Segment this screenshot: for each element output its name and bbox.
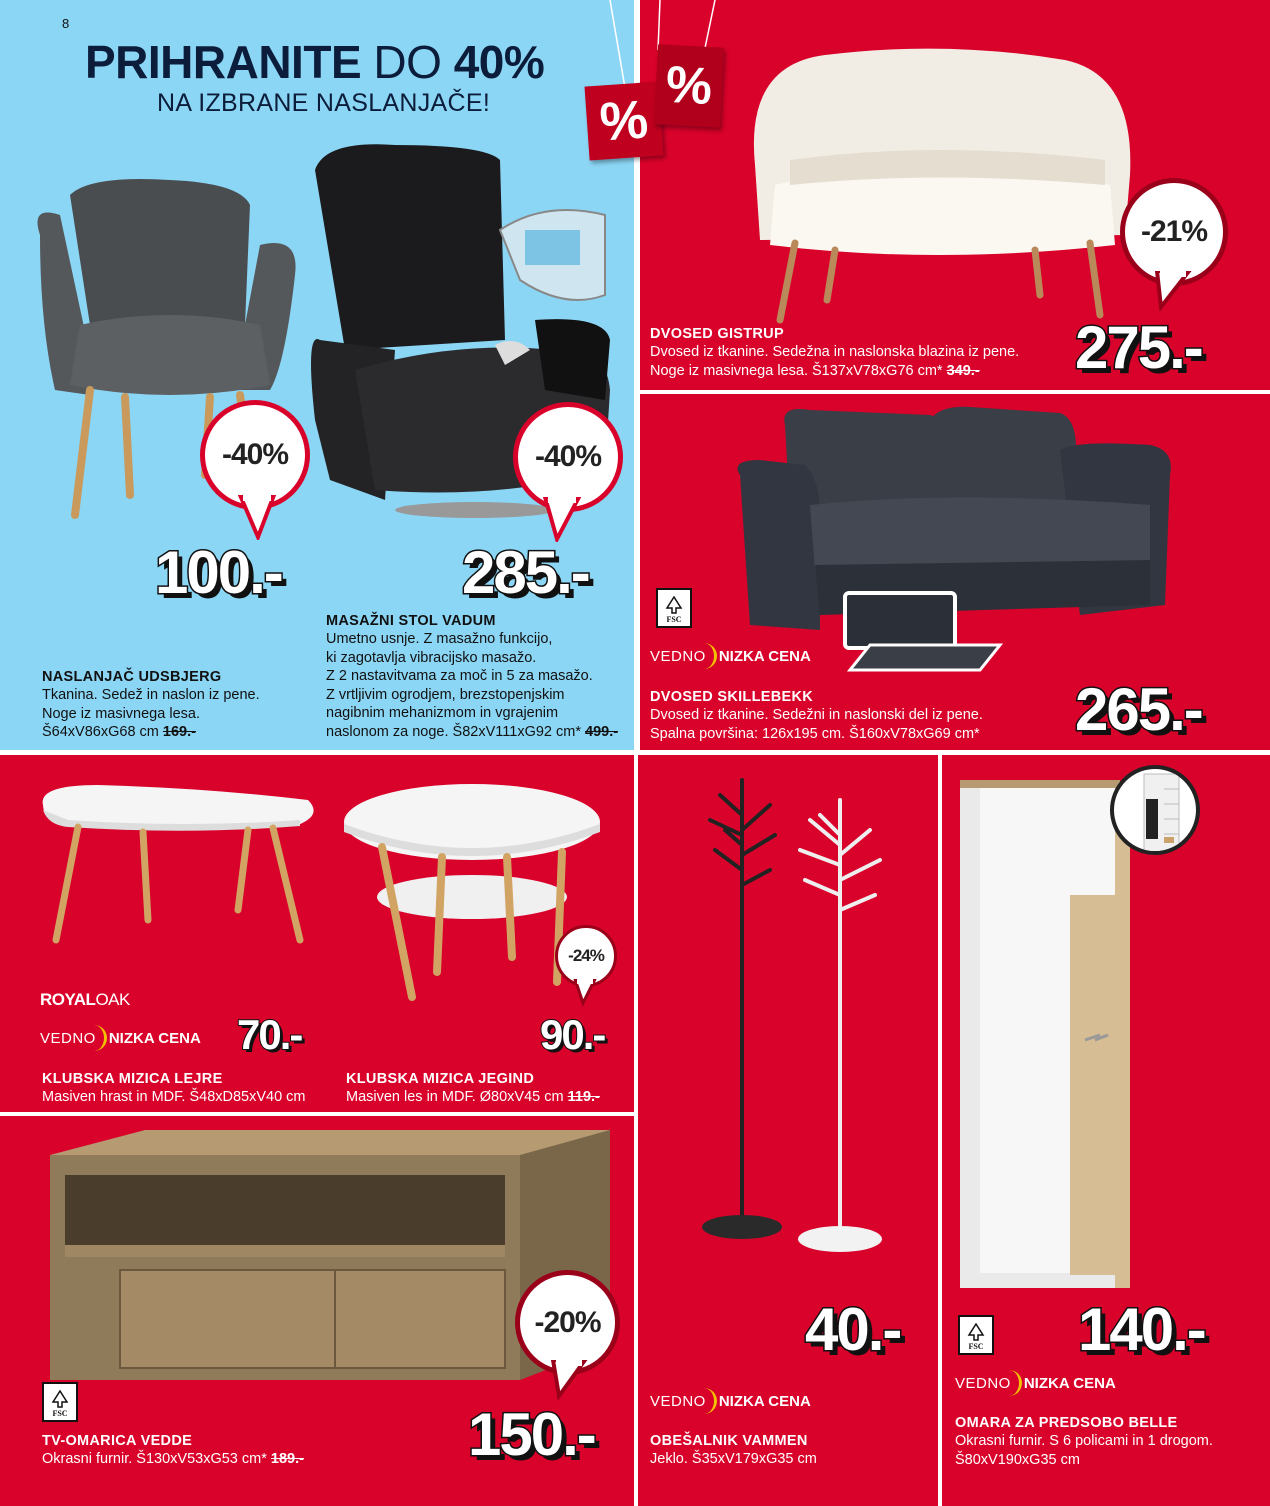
vedde-info bbox=[42, 1432, 402, 1469]
vedde-name: TV-OMARICA VEDDE bbox=[42, 1433, 193, 1449]
jegind-discount-badge: -24% bbox=[555, 925, 617, 987]
belle-desc-1: Okrasni furnir. S 6 policami in 1 drogom. bbox=[955, 1433, 1213, 1449]
vedno-arc-icon bbox=[700, 643, 717, 669]
vadum-price: 285.- bbox=[462, 539, 589, 606]
vadum-discount-badge: -40% bbox=[513, 402, 623, 512]
vedno-text: VEDNO bbox=[955, 1374, 1011, 1392]
lejre-price: 70.- bbox=[237, 1011, 302, 1058]
jegind-name: KLUBSKA MIZICA JEGIND bbox=[346, 1071, 535, 1087]
vammen-price: 40.- bbox=[805, 1296, 901, 1363]
gistrup-dims-line bbox=[650, 362, 1070, 381]
lejre-table-image bbox=[38, 780, 323, 950]
belle-wardrobe-image bbox=[960, 780, 1135, 1295]
vedde-discount-badge: -20% bbox=[515, 1270, 620, 1375]
vadum-desc-3: Z 2 nastavitvama za moč in 5 za masažo. bbox=[326, 668, 593, 684]
jegind-bubble-tail bbox=[573, 979, 598, 1007]
jegind-dims-line bbox=[346, 1088, 626, 1107]
skillebekk-name: DVOSED SKILLEBEKK bbox=[650, 689, 814, 705]
page-number: 8 bbox=[62, 16, 70, 31]
udsbjerg-discount-badge: -40% bbox=[200, 400, 310, 510]
jegind-info bbox=[346, 1070, 626, 1107]
skillebekk-vedno-nizka-cena bbox=[650, 643, 811, 669]
udsbjerg-dims-line bbox=[42, 723, 312, 742]
nizka-cena-text: NIZKA CENA bbox=[718, 647, 811, 665]
vadum-desc-4: Z vrtljivim ogrodjem, brezstopenjskim bbox=[326, 686, 565, 703]
gistrup-discount-badge: -21% bbox=[1120, 178, 1228, 286]
fsc-label: FSC bbox=[968, 1342, 984, 1351]
vedde-price: 150.- bbox=[468, 1401, 595, 1468]
belle-desc-2: Š80xV190xG35 cm bbox=[955, 1451, 1080, 1468]
vedde-dims: Okrasni furnir. Š130xV53xG53 cm* bbox=[42, 1451, 267, 1467]
fsc-tree-icon bbox=[966, 1323, 986, 1341]
vedno-arc-icon bbox=[700, 1388, 717, 1414]
vadum-old-price: 499.- bbox=[585, 723, 619, 740]
udsbjerg-price: 100.- bbox=[155, 539, 282, 606]
belle-fsc-logo bbox=[958, 1315, 994, 1355]
divider-vertical-bottom-right bbox=[938, 755, 942, 1506]
gistrup-price: 275.- bbox=[1075, 314, 1202, 381]
tag-percent-right: % bbox=[654, 44, 724, 127]
jegind-old-price: 119.- bbox=[567, 1089, 600, 1105]
skillebekk-sofa-image bbox=[730, 405, 1180, 680]
divider-horizontal-bottom bbox=[0, 1112, 634, 1116]
vadum-name: MASAŽNI STOL VADUM bbox=[326, 613, 496, 629]
udsbjerg-desc-2: Noge iz masivnega lesa. bbox=[42, 705, 200, 722]
udsbjerg-desc-1: Tkanina. Sedež in naslon iz pene. bbox=[42, 687, 260, 703]
vedno-arc-icon bbox=[90, 1025, 107, 1051]
royaloak-oak: OAK bbox=[95, 990, 130, 1009]
vedno-text: VEDNO bbox=[650, 1392, 706, 1410]
vedde-fsc-logo bbox=[42, 1382, 78, 1422]
vammen-info bbox=[650, 1432, 930, 1469]
fsc-tree-icon bbox=[50, 1390, 70, 1408]
gistrup-info bbox=[650, 325, 1070, 380]
udsbjerg-old-price: 169.- bbox=[162, 724, 196, 740]
vammen-desc-1: Jeklo. Š35xV179xG35 cm bbox=[650, 1451, 817, 1467]
vadum-dims: naslonom za noge. Š82xV111xG92 cm* bbox=[326, 723, 581, 740]
belle-name: OMARA ZA PREDSOBO BELLE bbox=[955, 1415, 1178, 1431]
belle-info bbox=[955, 1414, 1265, 1469]
fsc-tree-icon bbox=[664, 596, 684, 614]
vadum-desc-1: Umetno usnje. Z masažno funkcijo, bbox=[326, 631, 553, 647]
skillebekk-info bbox=[650, 688, 1070, 743]
royaloak-royal: ROYAL bbox=[40, 990, 96, 1009]
fsc-label: FSC bbox=[666, 615, 682, 624]
jegind-dims: Masiven les in MDF. Ø80xV45 cm bbox=[346, 1089, 564, 1105]
vadum-info bbox=[326, 612, 631, 741]
udsbjerg-dims: Š64xV86xG68 cm bbox=[42, 724, 159, 740]
vadum-desc-2: ki zagotavlja vibracijsko masažo. bbox=[326, 649, 537, 666]
belle-interior-image bbox=[1114, 769, 1198, 853]
belle-vedno-nizka-cena bbox=[955, 1370, 1116, 1396]
headline-pct: 40% bbox=[453, 36, 545, 88]
headline bbox=[85, 36, 585, 118]
nizka-cena-text: NIZKA CENA bbox=[718, 1392, 811, 1410]
belle-price: 140.- bbox=[1078, 1296, 1205, 1363]
skillebekk-price: 265.- bbox=[1075, 676, 1202, 743]
headline-sub: NA IZBRANE NASLANJAČE! bbox=[157, 89, 491, 117]
lejre-info bbox=[42, 1070, 332, 1107]
vedno-text: VEDNO bbox=[650, 647, 706, 665]
belle-interior-inset bbox=[1110, 765, 1200, 855]
udsbjerg-name: NASLANJAČ UDSBJERG bbox=[42, 669, 222, 685]
vadum-bubble-tail bbox=[543, 497, 583, 542]
vedno-text: VEDNO bbox=[40, 1029, 96, 1047]
royaloak-logo bbox=[40, 990, 130, 1010]
gistrup-name: DVOSED GISTRUP bbox=[650, 326, 784, 342]
vedde-dims-line bbox=[42, 1450, 402, 1469]
divider-vertical-bottom-left bbox=[634, 755, 638, 1506]
vadum-desc-5: nagibnim mehanizmom in vgrajenim bbox=[326, 705, 559, 721]
gistrup-desc-1: Dvosed iz tkanine. Sedežna in naslonska blazina iz pene. bbox=[650, 344, 1020, 360]
vadum-dims-line bbox=[326, 723, 631, 742]
gistrup-bubble-tail bbox=[1155, 271, 1195, 311]
skillebekk-fsc-logo bbox=[656, 588, 692, 628]
skillebekk-desc-2: Spalna površina: 126x195 cm. Š160xV78xG69 cm* bbox=[650, 725, 980, 742]
skillebekk-desc-1: Dvosed iz tkanine. Sedežni in naslonski del iz pene. bbox=[650, 707, 983, 723]
vedno-arc-icon bbox=[1005, 1370, 1022, 1396]
gistrup-dims: Noge iz masivnega lesa. Š137xV78xG76 cm* bbox=[650, 362, 943, 379]
nizka-cena-text: NIZKA CENA bbox=[1023, 1374, 1116, 1392]
headline-bold: PRIHRANITE bbox=[85, 36, 362, 88]
tag-percent-left: % bbox=[585, 82, 664, 161]
gistrup-sofa-image bbox=[735, 45, 1145, 330]
udsbjerg-info bbox=[42, 668, 312, 742]
vammen-name: OBEŠALNIK VAMMEN bbox=[650, 1433, 808, 1449]
gistrup-old-price: 349.- bbox=[946, 362, 980, 379]
vedde-old-price: 189.- bbox=[270, 1451, 304, 1467]
vedde-bubble-tail bbox=[551, 1360, 591, 1400]
divider-horizontal-right bbox=[640, 390, 1270, 394]
jegind-price: 90.- bbox=[540, 1011, 605, 1058]
lejre-name: KLUBSKA MIZICA LEJRE bbox=[42, 1071, 223, 1087]
vammen-vedno-nizka-cena bbox=[650, 1388, 811, 1414]
lejre-desc-1: Masiven hrast in MDF. Š48xD85xV40 cm bbox=[42, 1089, 306, 1105]
fsc-label: FSC bbox=[52, 1409, 68, 1418]
nizka-cena-text: NIZKA CENA bbox=[108, 1029, 201, 1047]
vammen-coat-stands-image bbox=[700, 775, 890, 1255]
headline-mid: DO bbox=[361, 36, 454, 88]
udsbjerg-bubble-tail bbox=[238, 495, 278, 540]
lejre-vedno-nizka-cena bbox=[40, 1025, 201, 1051]
